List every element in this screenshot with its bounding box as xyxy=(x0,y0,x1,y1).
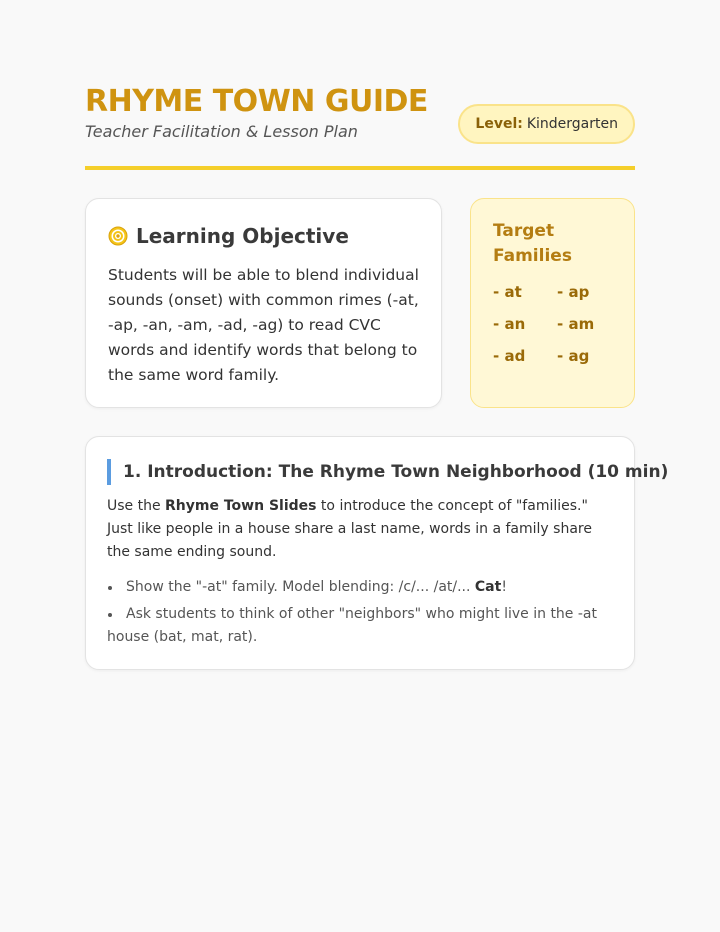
slides-reference: Rhyme Town Slides xyxy=(165,498,317,514)
family-item: - at xyxy=(493,283,522,301)
level-value: Kindergarten xyxy=(526,116,618,132)
family-item: - am xyxy=(557,315,595,333)
section-bullets xyxy=(107,576,613,649)
family-item: - ad xyxy=(493,347,526,365)
introduction-section xyxy=(85,436,669,670)
learning-objective-card xyxy=(85,198,442,408)
target-icon xyxy=(108,226,128,246)
family-item: - ap xyxy=(557,283,590,301)
section-text-after: to introduce the concept of "families." Just like people in a house share a last name, words in a family share the same ending sound. xyxy=(107,498,592,560)
section-paragraph xyxy=(107,495,613,564)
family-item: - an xyxy=(493,315,526,333)
page-subtitle: Teacher Facilitation & Lesson Plan xyxy=(85,122,358,141)
list-item xyxy=(107,603,613,649)
objective-header xyxy=(108,221,419,251)
bullet1-bold: Cat xyxy=(474,579,502,595)
section-heading: 1. Introduction: The Rhyme Town Neighborhood (10 min) xyxy=(107,459,613,485)
bullet1-end: ! xyxy=(501,579,507,595)
bullet1-text: Show the "-at" family. Model blending: /c/... /at/... xyxy=(126,579,475,595)
level-badge xyxy=(458,104,635,144)
page-header xyxy=(85,84,635,170)
objective-title: Learning Objective xyxy=(136,224,349,248)
families-title: Target Families xyxy=(493,221,572,266)
family-item: - ag xyxy=(557,347,590,365)
objective-text: Students will be able to blend individual sounds (onset) with common rimes (-at, -ap, -an, -am, -ad, -ag) to read CVC words and identify words that belong to the same word family. xyxy=(108,266,419,384)
section-text-before: Use the xyxy=(107,498,166,514)
page-title: RHYME TOWN GUIDE xyxy=(85,84,428,119)
bullet2-text: Ask students to think of other "neighbors" who might live in the -at house (bat, mat, rat). xyxy=(107,606,597,645)
families-list xyxy=(493,283,612,366)
list-item xyxy=(107,576,613,599)
level-label: Level: xyxy=(475,116,523,132)
target-families-card xyxy=(470,198,635,408)
